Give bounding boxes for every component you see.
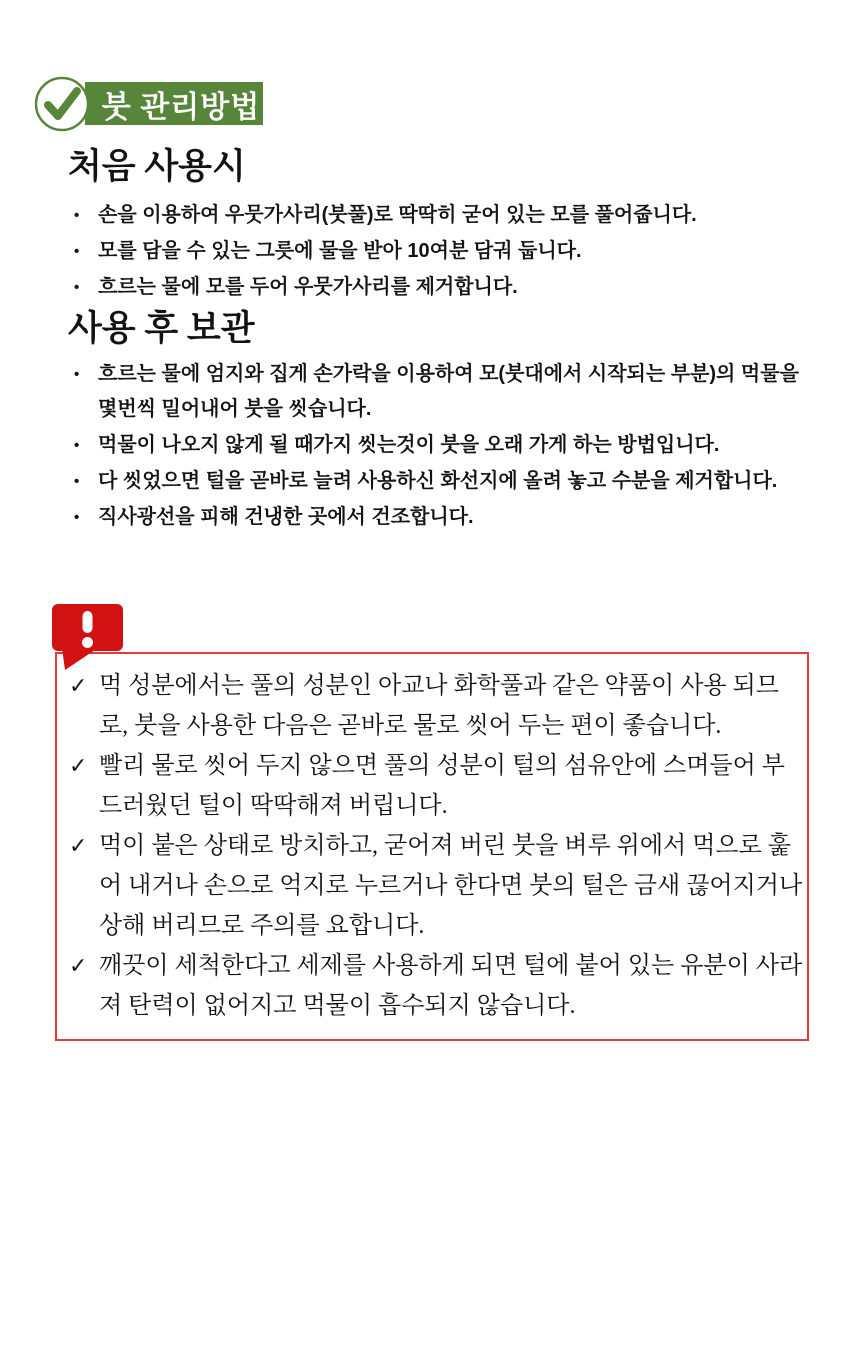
check-mark-icon: ✓ (69, 753, 88, 778)
list-item-text: 직사광선을 피해 건냉한 곳에서 건조합니다. (98, 506, 474, 528)
bullet-icon: • (74, 207, 80, 224)
list-item-text: 흐르는 물에 엄지와 집게 손가락을 이용하여 모(붓대에서 시작되는 부분)의 먹물을 몇번씩 밀어내어 붓을 씻습니다. (98, 363, 799, 420)
exclamation-bubble-icon (52, 604, 130, 672)
list-item (68, 464, 820, 499)
bullet-icon: • (74, 509, 80, 526)
check-mark-icon: ✓ (69, 833, 88, 858)
bullet-icon: • (74, 279, 80, 296)
first-use-list (68, 198, 820, 306)
warning-item (69, 666, 803, 746)
warning-item-text: 먹 성분에서는 풀의 성분인 아교나 화학풀과 같은 약품이 사용 되므로, 붓을 사용한 다음은 곧바로 물로 씻어 두는 편이 좋습니다. (99, 673, 779, 739)
list-item (68, 357, 820, 427)
section-title-first-use: 처음 사용시 (68, 147, 246, 186)
check-mark-icon: ✓ (69, 673, 88, 698)
list-item (68, 270, 820, 305)
title-badge-label: 붓 관리방법 (101, 90, 261, 124)
list-item (68, 234, 820, 269)
warning-item-text: 깨끗이 세척한다고 세제를 사용하게 되면 털에 붙어 있는 유분이 사라져 탄력이 없어지고 먹물이 흡수되지 않습니다. (99, 953, 803, 1019)
warning-item-text: 빨리 물로 씻어 두지 않으면 풀의 성분이 털의 섬유안에 스며들어 부드러웠던 털이 딱딱해져 버립니다. (99, 753, 785, 819)
warning-item (69, 826, 803, 946)
bullet-icon: • (74, 437, 80, 454)
list-item-text: 흐르는 물에 모를 두어 우뭇가사리를 제거합니다. (98, 276, 518, 298)
warning-box (55, 652, 809, 1041)
list-item-text: 손을 이용하여 우뭇가사리(붓풀)로 딱딱히 굳어 있는 모를 풀어줍니다. (98, 204, 697, 226)
check-mark-icon: ✓ (69, 953, 88, 978)
list-item-text: 모를 담을 수 있는 그릇에 물을 받아 10여분 담궈 둡니다. (98, 240, 582, 262)
list-item (68, 500, 820, 535)
bullet-icon: • (74, 473, 80, 490)
bullet-icon: • (74, 243, 80, 260)
after-use-list (68, 357, 820, 536)
section-title-after-use: 사용 후 보관 (68, 309, 255, 348)
check-circle-icon (34, 76, 90, 132)
warning-item (69, 746, 803, 826)
list-item (68, 198, 820, 233)
list-item-text: 먹물이 나오지 않게 될 때가지 씻는것이 붓을 오래 가게 하는 방법입니다. (98, 434, 720, 456)
warning-item-text: 먹이 붙은 상태로 방치하고, 굳어져 버린 붓을 벼루 위에서 먹으로 훑어 내거나 손으로 억지로 누르거나 한다면 붓의 털은 금새 끊어지거나 상해 버리므로 주의를 요합니다. (99, 833, 803, 939)
title-badge (85, 82, 263, 125)
list-item-text: 다 씻었으면 털을 곧바로 늘려 사용하신 화선지에 올려 놓고 수분을 제거합니다. (98, 470, 778, 492)
warning-item (69, 946, 803, 1026)
list-item (68, 428, 820, 463)
bullet-icon: • (74, 366, 80, 383)
